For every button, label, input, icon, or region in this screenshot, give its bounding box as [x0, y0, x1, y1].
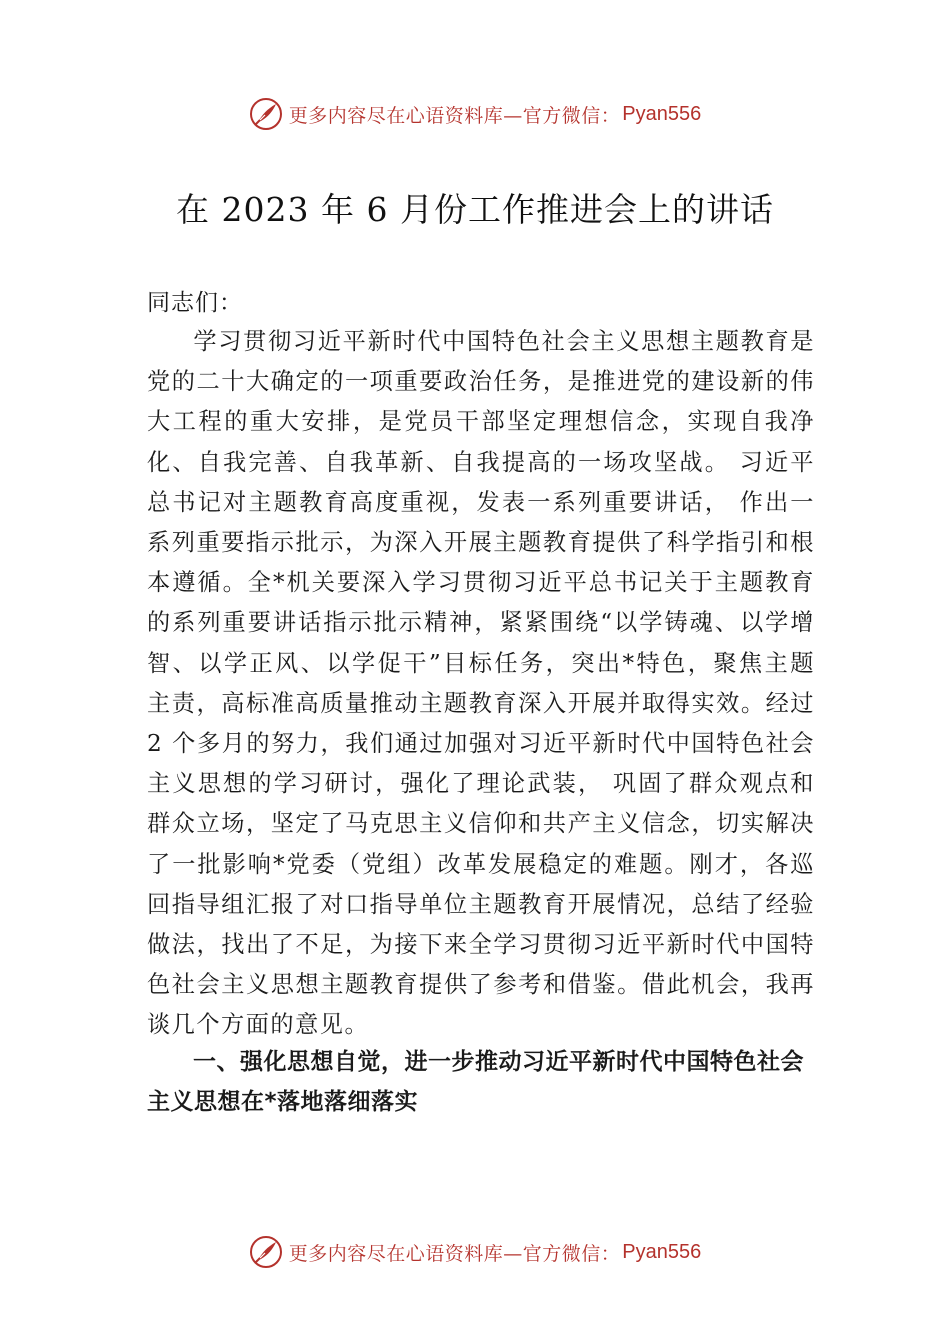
body-paragraph: 学习贯彻习近平新时代中国特色社会主义思想主题教育是党的二十大确定的一项重要政治任务，是推进党的建设新的伟大工程的重大安排，是党员干部坚定理想信念，实现自我净化、自我完善、自我革新、自我提高的一场攻坚战。 习近平总书记对主题教育高度重视，发表一系列重要讲话， 作出一系列重要指示批示，为深入开展主题教育提供了科学指引和根本遵循。全*机关要深入学习贯彻习近平总书记关于主题教育的系列重要讲话指示批示精神，紧紧围绕“以学铸魂、以学增智、以学正风、以学促干”目标任务，突出*特色，聚焦主题主责，高标准高质量推动主题教育深入开展并取得实效。经过 2 个多月的努力，我们通过加强对习近平新时代中国特色社会主义思想的学习研讨，强化了理论武装， 巩固了群众观点和群众立场，坚定了马克思主义信仰和共产主义信念，切实解决了一批影响*党委（党组）改革发展稳定的难题。刚才，各巡回指导组汇报了对口指导单位主题教育开展情况，总结了经验做法，找出了不足，为接下来全学习贯彻习近平新时代中国特色社会主义思想主题教育提供了参考和借鉴。借此机会，我再谈几个方面的意见。 — [147, 328, 815, 1039]
quill-logo-icon — [249, 97, 283, 131]
watermark-header — [0, 94, 950, 134]
watermark-text: 更多内容尽在心语资料库—官方微信： — [288, 1242, 621, 1265]
watermark-code: Pyan556 — [622, 1240, 702, 1263]
salutation: 同志们： — [147, 290, 243, 316]
watermark-code: Pyan556 — [622, 102, 702, 125]
document-title: 在 2023 年 6 月份工作推进会上的讲话 — [176, 190, 774, 229]
watermark-text: 更多内容尽在心语资料库—官方微信： — [288, 104, 621, 127]
quill-logo-icon — [249, 1235, 283, 1269]
section-heading: 一、强化思想自觉，进一步推动习近平新时代中国特色社会主义思想在*落地落细落实 — [147, 1049, 804, 1115]
watermark-footer — [0, 1232, 950, 1272]
